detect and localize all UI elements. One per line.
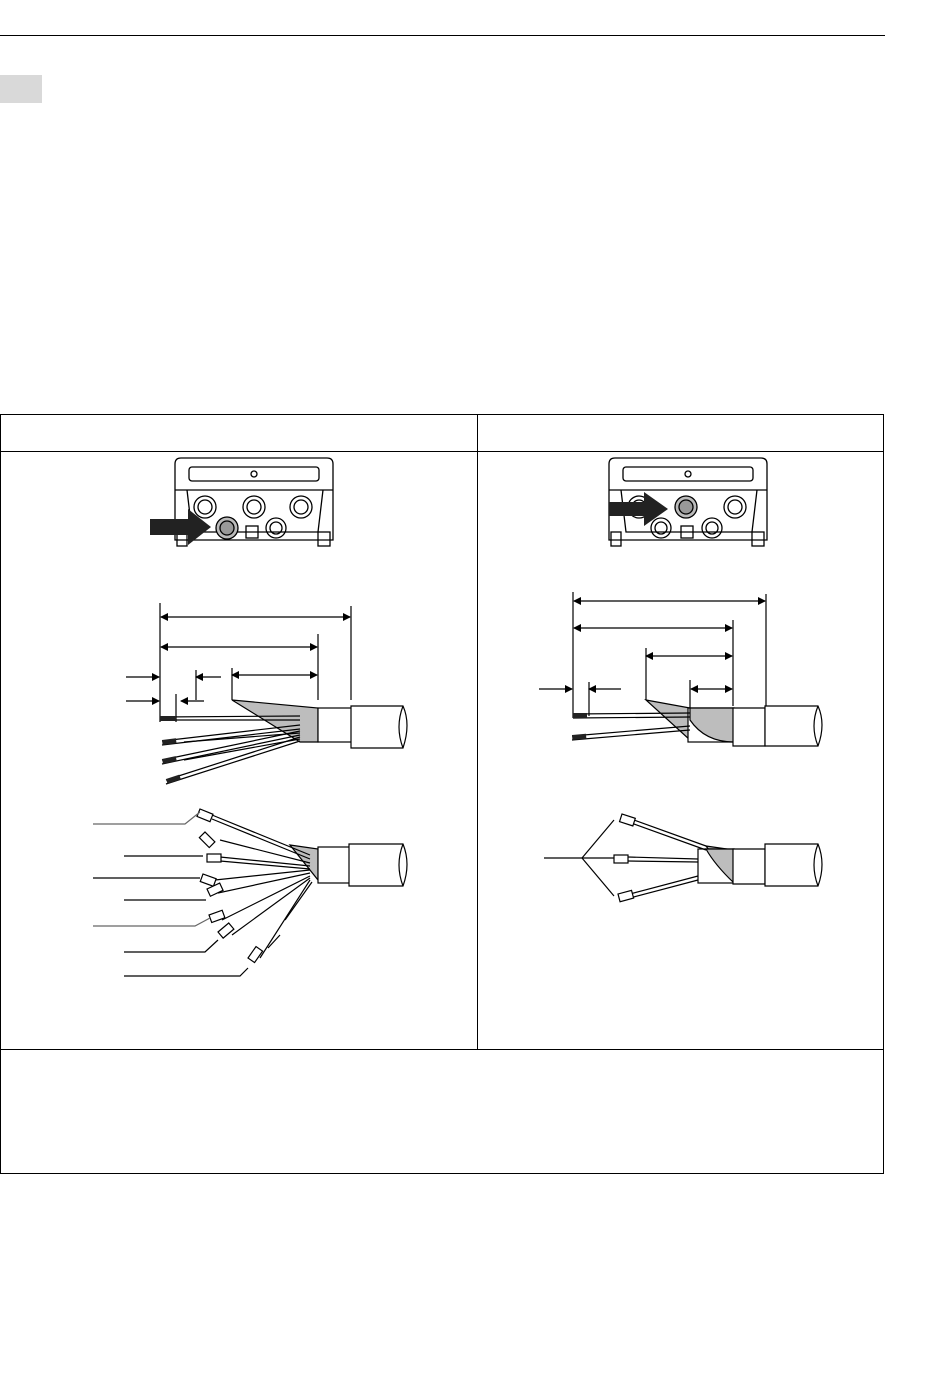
- right-stripped-cable: [539, 592, 822, 746]
- left-stripped-cable: [126, 603, 407, 784]
- right-ferrule-cable: [544, 814, 822, 902]
- left-ferrule-cable: [93, 809, 407, 976]
- wire-end-ferrule-icon: [614, 814, 635, 902]
